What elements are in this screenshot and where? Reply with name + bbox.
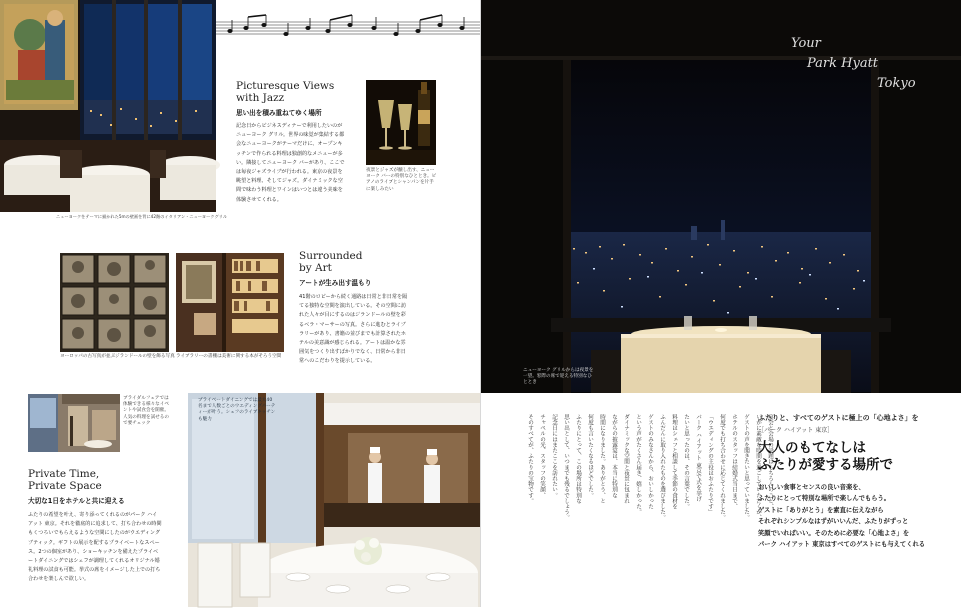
lead-body [758,482,958,550]
music-staff-decoration [216,14,481,40]
page-gutter [480,0,481,607]
interview-vertical-text [523,414,775,590]
lead-body-line: それぞれシンプルなはずがいいんだ、ふたりがずっと [758,518,909,526]
lead-body-line: 笑顔でいればいい。そのために必要な「心地よさ」を [758,529,910,537]
private-body-text: ふたりの希望を叶え、寄り添ってくれるのがパーク ハイアット 東京。それを徹底的に追求して、打ち合わせの時間もくつろいでもらえるような空間にしたのがウエディング ブティック。ギフトの展示を配するプライベートなスペース。2つの個室があり、ショーキッチンを備えたプライベートダイニングではシェフが調理してくれるオリジナル婚礼料理の試食も可能。挙式の席をイメージした上での打ち合わせを楽しんで欲しい。 [28,512,162,583]
vertical-column: ゲストのみなさんから、おいしかった [647,414,653,510]
vertical-column: という声がたくさん届き、嬉しかった。 [635,414,641,515]
lead-body-line: パーク ハイアット 東京はすべてのゲストにも与えてくれる [758,541,926,549]
vertical-column: 「ウエディングの主役はおふたりです」 [707,414,713,515]
vertical-column: ながらの披露宴は、本当に特別な [611,414,617,498]
lead-body-line: ふたりにとって特別な場所で楽しんでもらう。 [758,495,891,503]
art-title-en: Surrounded by Art [299,250,363,274]
private-section [28,468,168,505]
vertical-column: 何度でも打ち合わせに応じてくれました。 [719,414,725,521]
vertical-column: いかに素敵な時間を過ごしていただくか、 [755,414,761,521]
vertical-column: 宴会と会場の話題はもちろんのこと、 [767,414,773,510]
vertical-column: 時間になりました。ありがとう、と [599,414,605,504]
gallery-photographs-photo [60,253,169,352]
jazz-section [236,80,356,117]
private-dining-caption: プライベートダイニングでは最大40名まで人数ごとのウエディングパーティーが叶う。シェフのライブキッチンも魅力 [198,398,276,422]
jazz-body-text: 記念日からビジネスディナーで利用したいのがニューヨーク グリル。世界の味覚が集結する都会なニューヨークがテーマだけに、オープンキッチンで作られる料理は独創的なメニューが多い。隣接してニューヨーク バーがあり、ここでは毎夜ジャズライブが行われる。東京の夜景を眺望と料理、そしてジャズ。ダイナミックな空間で味わう料理とワインはいつとは違う美味を体験させてくれる。 [236,123,345,203]
vertical-column: パーク ハイアット 東京で式を挙げ [695,414,701,502]
title-line-your: Your [791,36,821,51]
vertical-column: 思い出として、いつまでも残るでしょう。 [563,414,569,521]
vertical-column: たいと思ったのは、その言葉でした。 [683,414,689,510]
art-section [299,250,419,287]
vertical-column: チャペルの光、スタッフの笑顔、 [539,414,545,498]
jazz-title-en: Picturesque Views with Jazz [236,80,335,104]
lead-body-line: おいしい食事とセンスの良い音楽を、 [758,484,865,491]
art-title-ja: アートが生み出す温もり [299,279,372,287]
champagne-caption: 夜景とジャズが醸し出す、ニューヨーク バーの特別なひととき。ピアノのライブとシャンパンを片手に楽しみたい [366,168,437,192]
new-york-grill-photo [0,0,216,212]
private-dining-photo [188,393,481,607]
bridal-salon-photo [28,394,120,452]
jazz-title-ja: 思い出を積み重ねてゆく場所 [236,109,322,117]
vertical-column: ゲストの声を聞きたいと思っていました。 [743,414,749,521]
lead-headline-line1: 大人のもてなしは [758,440,866,456]
right-page [481,0,961,607]
private-title-en: Private Time, Private Space [28,468,102,492]
gallery-photographs-caption: ヨーロッパの古写真が並ぶジランドールの壁を飾る写真 [60,354,175,359]
vertical-column: 記念日にはまたここを訪れたい。 [551,414,557,498]
lead-kicker: ふたりと、すべてのゲストに極上の「心地よさ」を [758,414,919,422]
vertical-column: 料理はシェフと相談して季節の食材を [671,414,677,510]
library-caption: ライブラリーの書棚は美術に関する本がそろう空間 [176,354,282,359]
lead-venue: ［パーク ハイアット 東京］ [758,427,834,434]
left-page [0,0,481,607]
vertical-column: ダイナミックな空間と夜景に包まれ [623,414,629,504]
lead-headline-line2: ふたりが愛する場所で [758,457,893,473]
lead-body-line: ゲストに「ありがとう」を素直に伝えながら [758,506,884,514]
art-body-text: 41階のロビーから続く通路は日常と非日常を隔てる独特な空間を演出している。その空間に訪れた人々が目にするのはジランドールの壁を彩るベラ・マーサーの写真。さらに進むとライブラリーがあり、書籍の並びまでも計算されたホテルの美意識が感じられる。アートは温かな雰囲気をつくり出すばかりでなく、日常から非日常へのこだわりを提示している。 [299,294,408,365]
title-line-tokyo: Tokyo [877,76,916,91]
private-title-ja: 大切な1日をホテルと共に迎える [28,497,125,505]
vertical-column: ふんだんに取り入れたものを選びました。 [659,414,665,521]
night-view-caption: ニューヨーク グリルからは夜景を一望。窓際の席で迎える特別なひととき [523,368,594,386]
vertical-column: ふたりにとって、この場所は特別な [575,414,581,504]
new-york-grill-caption: ニューヨークをテーマに描かれた5mの壁画を背に42階のイタリアン・ニューヨークグリル [56,214,228,219]
library-photo [176,253,284,352]
lead-section [758,413,958,550]
vertical-column: そのすべてが、ふたりの宝物です。 [527,414,533,504]
your-park-hyatt-tokyo-title [791,36,951,96]
title-line-park-hyatt: Park Hyatt [807,56,879,71]
vertical-column: ホテルのスタッフは結婚式当日まで、 [731,414,737,510]
vertical-column: 何度も言いたくなるほどでした。 [587,414,593,498]
champagne-photo [366,80,436,165]
bridal-salon-caption: ブライダルフェアでは体験できる様々なイベントや試食会を開催。人気の料理を試せるので要チェック [123,396,169,426]
